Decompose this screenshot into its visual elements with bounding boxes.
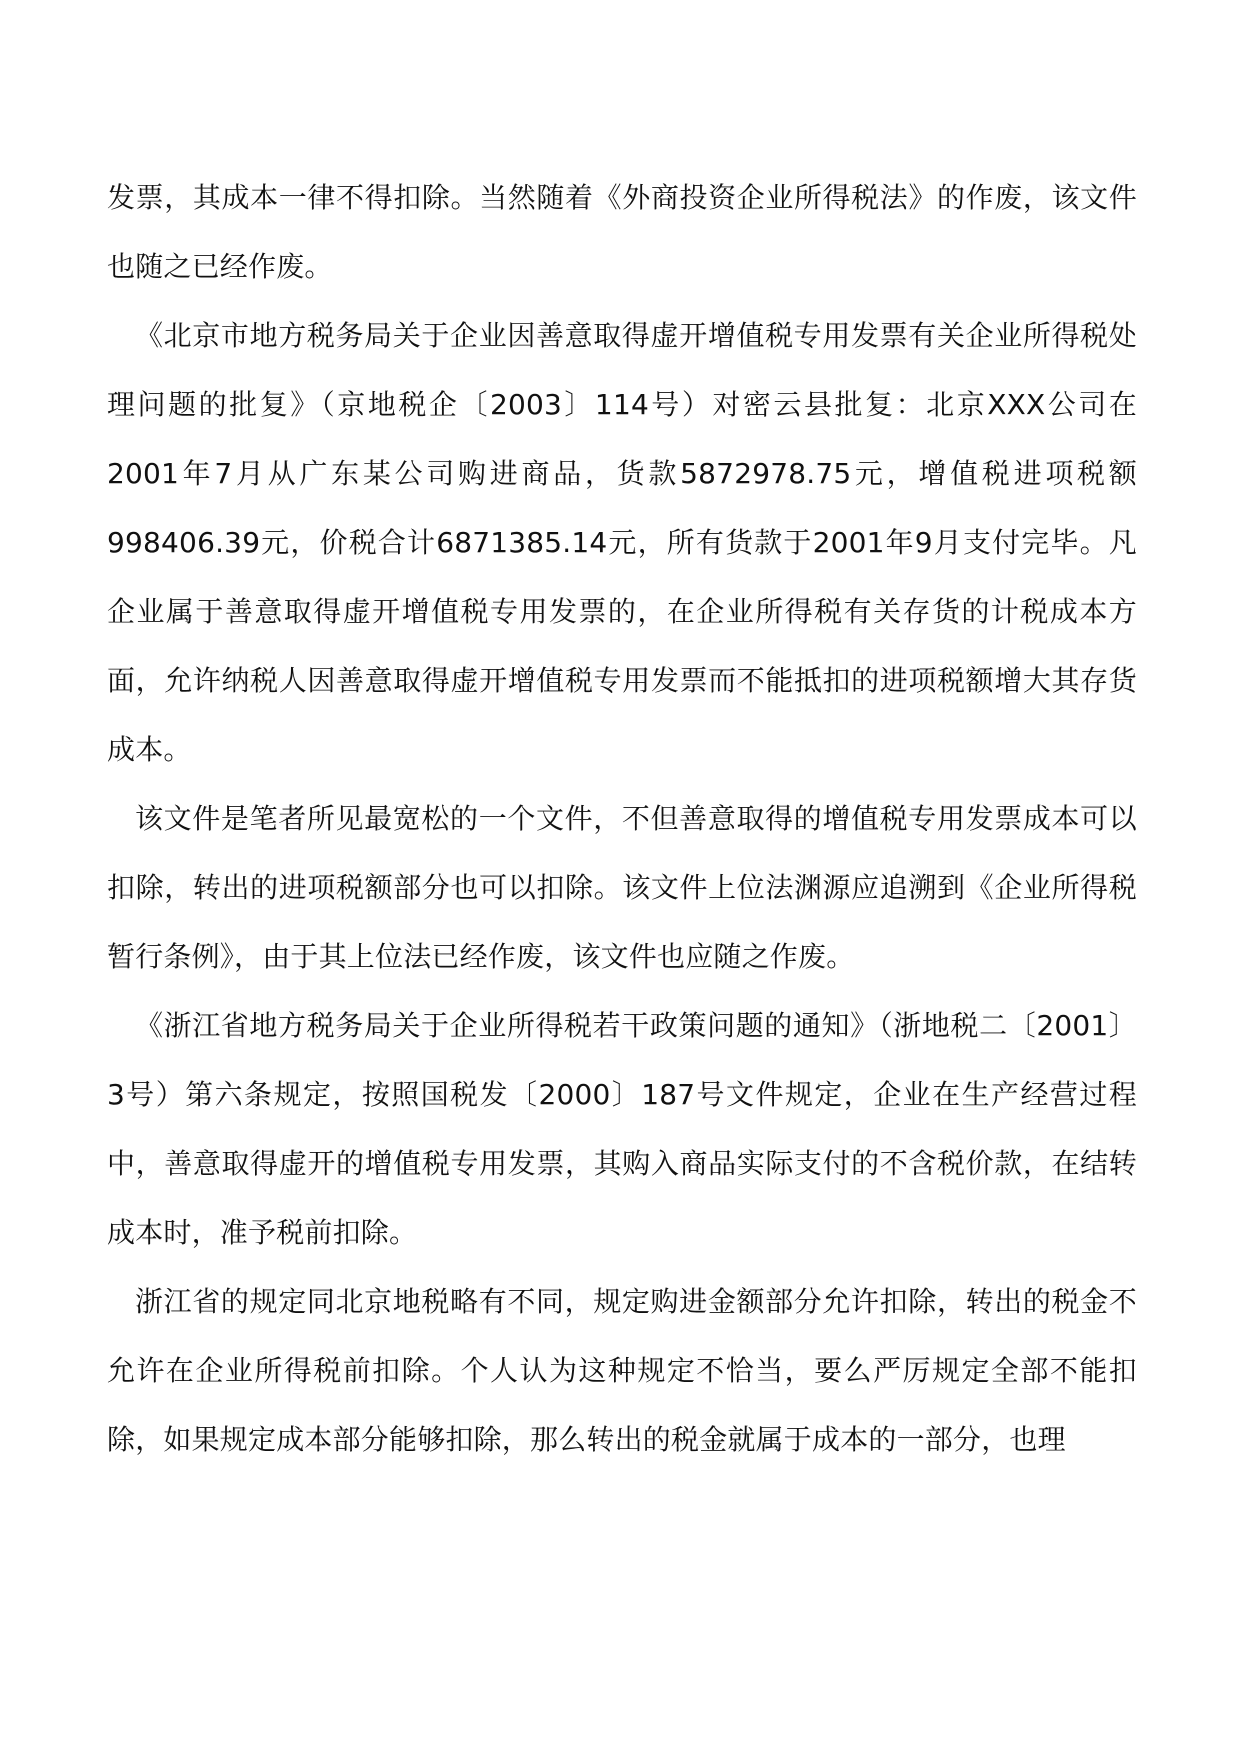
paragraph-continuation: 发票，其成本一律不得扣除。当然随着《外商投资企业所得税法》的作废，该文件也随之已经作废。 bbox=[107, 181, 1137, 283]
paragraph-comparison: 浙江省的规定同北京地税略有不同，规定购进金额部分允许扣除，转出的税金不允许在企业所得税前扣除。个人认为这种规定不恰当，要么严厉规定全部不能扣除，如果规定成本部分能够扣除，那么转出的税金就属于成本的一部分，也理 bbox=[107, 1285, 1137, 1456]
paragraph-zhejiang-notice: 《浙江省地方税务局关于企业所得税若干政策问题的通知》（浙地税二〔2001〕3号）第六条规定，按照国税发〔2000〕187号文件规定，企业在生产经营过程中，善意取得虚开的增值税专用发票，其购入商品实际支付的不含税价款，在结转成本时，准予税前扣除。 bbox=[107, 1009, 1137, 1249]
document-body bbox=[107, 163, 1137, 1474]
paragraph-author-comment: 该文件是笔者所见最宽松的一个文件，不但善意取得的增值税专用发票成本可以扣除，转出的进项税额部分也可以扣除。该文件上位法渊源应追溯到《企业所得税暂行条例》，由于其上位法已经作废，该文件也应随之作废。 bbox=[107, 802, 1137, 973]
paragraph-beijing-reply: 《北京市地方税务局关于企业因善意取得虚开增值税专用发票有关企业所得税处理问题的批复》（京地税企〔2003〕114号）对密云县批复：北京XXX公司在2001年7月从广东某公司购进商品，货款5872978.75元，增值税进项税额998406.39元，价税合计6871385.14元，所有货款于2001年9月支付完毕。凡企业属于善意取得虚开增值税专用发票的，在企业所得税有关存货的计税成本方面，允许纳税人因善意取得虚开增值税专用发票而不能抵扣的进项税额增大其存货成本。 bbox=[107, 319, 1137, 766]
